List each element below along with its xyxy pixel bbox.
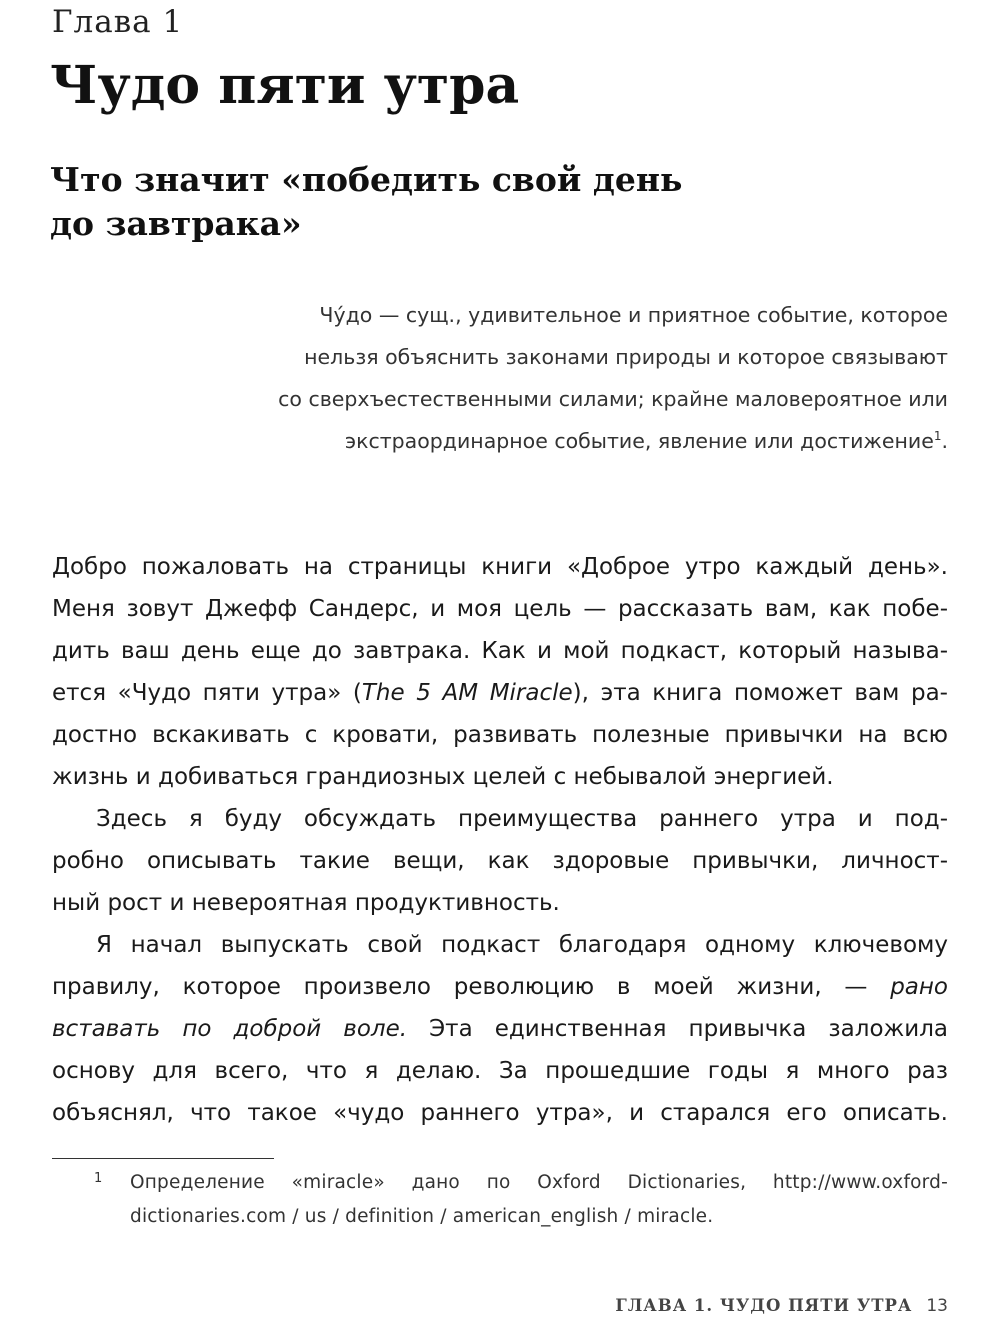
italic-title: The 5 AM Miracle (361, 680, 573, 706)
text-run: ), эта книга поможет вам ра- (572, 680, 948, 706)
paragraph-1 (52, 546, 948, 798)
text-line: Я начал выпускать свой подкаст благодаря одному ключевому (96, 932, 948, 958)
text-line: робно описывать такие вещи, как здоровые привычки, личност- (52, 848, 948, 874)
text-run: правилу, которое произвело революцию в моей жизни, — (52, 974, 891, 1000)
text-line: дить ваш день еще до завтрака. Как и мой подкаст, который называ- (52, 638, 948, 664)
text-line: Добро пожаловать на страницы книги «Доброе утро каждый день». (52, 554, 948, 580)
text-line: ный рост и невероятная продуктивность. (52, 890, 560, 916)
footnote-line: Определение «miracle» дано по Oxford Dictionaries, http://www.oxford- (130, 1172, 948, 1193)
footnote (52, 1166, 948, 1234)
paragraph-2 (52, 798, 948, 924)
epigraph-line: Чу́до — сущ., удивительное и приятное событие, которое (319, 303, 948, 327)
text-line: жизнь и добиваться грандиозных целей с небывалой энергией. (52, 764, 834, 790)
text-line: достно вскакивать с кровати, развивать полезные привычки на всю (52, 722, 948, 748)
chapter-title: Чудо пяти утра (50, 55, 520, 116)
footnote-ref[interactable]: 1 (933, 429, 942, 443)
footnote-body (130, 1166, 948, 1234)
text-line (52, 1008, 948, 1050)
epigraph-line-last: экстраординарное событие, явление или достижение$^1$. (344, 429, 948, 453)
footnote-line: dictionaries.com / us / definition / american_english / miracle. (130, 1206, 714, 1227)
epigraph-line: нельзя объяснить законами природы и которое связывают (304, 345, 948, 369)
text-line (52, 672, 948, 714)
chapter-label: Глава 1 (52, 4, 184, 40)
epigraph-line: со сверхъестественными силами; крайне маловероятное или (278, 387, 948, 411)
section-title (50, 158, 930, 246)
text-line: Здесь я буду обсуждать преимущества раннего утра и под- (96, 806, 948, 832)
running-footer (615, 1296, 948, 1316)
section-title-line: до завтрака» (50, 204, 302, 243)
text-run: Эта единственная привычка заложила (407, 1016, 948, 1042)
italic-phrase: рано (890, 974, 948, 1000)
body-text (52, 546, 948, 1134)
page-number: 13 (926, 1296, 948, 1316)
text-run: ется «Чудо пяти утра» ( (52, 680, 362, 706)
paragraph-3 (52, 924, 948, 1134)
footnote-divider (52, 1158, 274, 1159)
text-line: Меня зовут Джефф Сандерс, и моя цель — рассказать вам, как побе- (52, 596, 948, 622)
text-line: основу для всего, что я делаю. За прошедшие годы я много раз (52, 1058, 948, 1084)
text-line (52, 966, 948, 1008)
section-title-line: Что значит «победить свой день (50, 160, 683, 199)
epigraph (188, 294, 948, 462)
text-line: объяснял, что такое «чудо раннего утра», и старался его описать. (52, 1100, 948, 1126)
epigraph-text: экстраординарное событие, явление или достижение (344, 429, 934, 453)
italic-phrase: вставать по доброй воле. (52, 1016, 408, 1042)
footnote-number: 1 (94, 1171, 103, 1186)
running-title: ГЛАВА 1. ЧУДО ПЯТИ УТРА (615, 1296, 913, 1315)
